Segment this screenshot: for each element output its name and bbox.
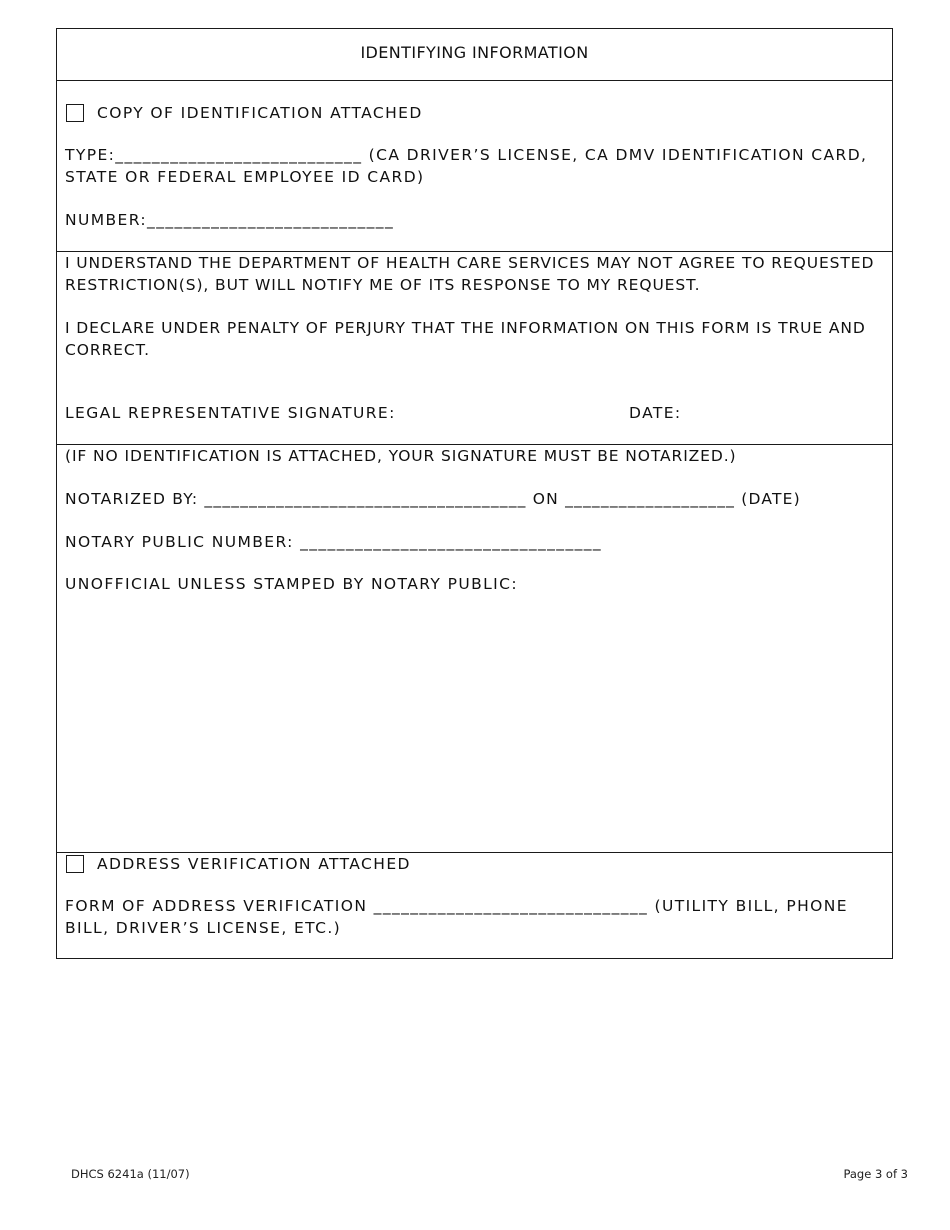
notary-section bbox=[57, 444, 892, 853]
address-verification-form-field[interactable]: FORM OF ADDRESS VERIFICATION ______________________________ (UTILITY BILL, PHONE BILL, DRIVER’S LICENSE, ETC.) bbox=[65, 897, 848, 937]
address-verification-checkbox[interactable] bbox=[66, 855, 84, 873]
perjury-declaration: I DECLARE UNDER PENALTY OF PERJURY THAT THE INFORMATION ON THIS FORM IS TRUE AND CORRECT. bbox=[65, 319, 866, 359]
notary-stamp-label: UNOFFICIAL UNLESS STAMPED BY NOTARY PUBLIC: bbox=[65, 575, 518, 593]
identifying-information-form bbox=[56, 28, 893, 959]
copy-of-identification-label: COPY OF IDENTIFICATION ATTACHED bbox=[97, 104, 423, 122]
form-title: IDENTIFYING INFORMATION bbox=[360, 43, 589, 62]
signature-label: LEGAL REPRESENTATIVE SIGNATURE: bbox=[65, 404, 396, 422]
copy-of-identification-checkbox[interactable] bbox=[66, 104, 84, 122]
notarized-by-field[interactable]: NOTARIZED BY: ____________________________________ ON ___________________ (DATE) bbox=[65, 490, 801, 508]
page-number: Page 3 of 3 bbox=[843, 1167, 908, 1181]
address-verification-label: ADDRESS VERIFICATION ATTACHED bbox=[97, 855, 411, 873]
notarization-note: (IF NO IDENTIFICATION IS ATTACHED, YOUR SIGNATURE MUST BE NOTARIZED.) bbox=[65, 447, 737, 465]
notary-public-number-field[interactable]: NOTARY PUBLIC NUMBER: _________________________________ bbox=[65, 533, 603, 551]
form-header bbox=[57, 29, 892, 80]
identification-number-field[interactable]: NUMBER:___________________________ bbox=[65, 211, 395, 229]
declaration-section bbox=[57, 251, 892, 445]
understand-statement: I UNDERSTAND THE DEPARTMENT OF HEALTH CARE SERVICES MAY NOT AGREE TO REQUESTED RESTRICTION(S), BUT WILL NOTIFY ME OF ITS RESPONSE TO MY REQUEST. bbox=[65, 254, 875, 294]
date-label: DATE: bbox=[629, 404, 682, 422]
identification-section bbox=[57, 80, 892, 252]
identification-type-field[interactable]: TYPE:___________________________ (CA DRIVER’S LICENSE, CA DMV IDENTIFICATION CARD, STATE OR FEDERAL EMPLOYEE ID CARD) bbox=[65, 146, 868, 186]
form-id: DHCS 6241a (11/07) bbox=[71, 1167, 190, 1181]
address-verification-section bbox=[57, 852, 892, 960]
